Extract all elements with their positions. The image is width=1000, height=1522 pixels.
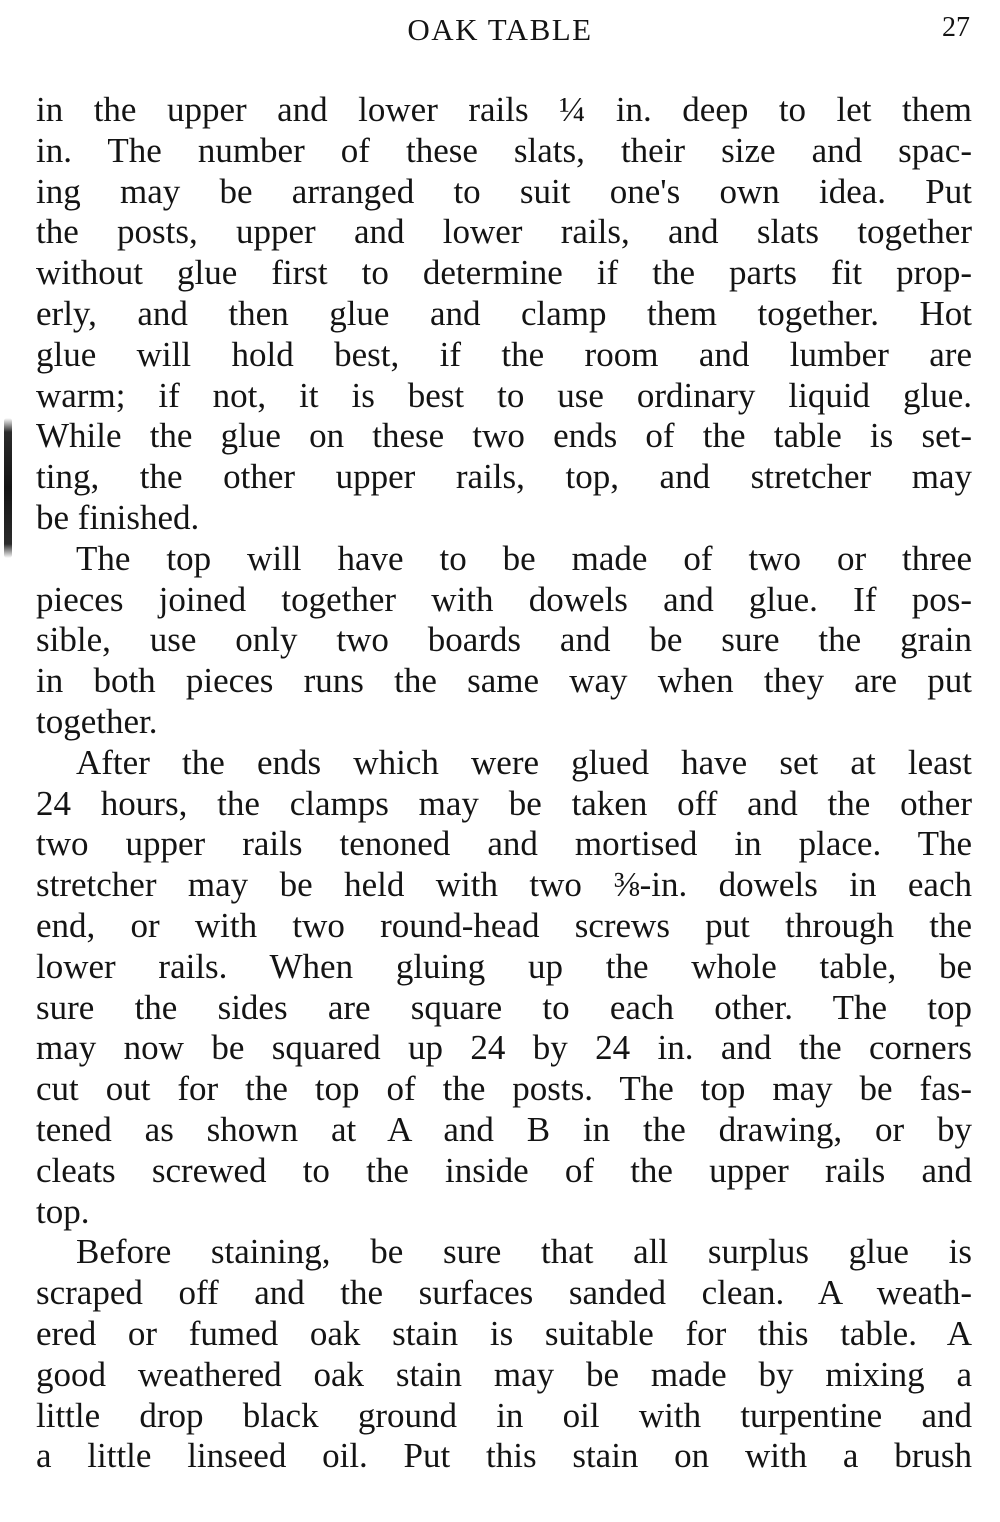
text-line: a little linseed oil. Put this stain on with a brush (36, 1436, 972, 1476)
text-line: tened as shown at A and B in the drawing, or by (36, 1109, 972, 1149)
text-line: two upper rails tenoned and mortised in place. The (36, 824, 972, 864)
text-line: in both pieces runs the same way when they are put (36, 661, 972, 701)
text-line: without glue first to determine if the parts fit prop- (36, 253, 972, 293)
text-line: pieces joined together with dowels and glue. If pos- (36, 579, 972, 619)
body-text (36, 90, 972, 1477)
running-title: OAK TABLE (407, 12, 593, 47)
running-head (0, 10, 1000, 50)
text-line: ered or fumed oak stain is suitable for this table. A (36, 1313, 972, 1353)
text-line: scraped off and the surfaces sanded clean. A weath- (36, 1273, 972, 1313)
text-line: in the upper and lower rails ¼ in. deep to let them (36, 90, 972, 129)
paragraph-last-line: be finished. (36, 497, 200, 537)
text-line: in. The number of these slats, their size and spac- (36, 130, 972, 170)
paragraph-last-line: together. (36, 701, 158, 741)
text-line: sure the sides are square to each other. The top (36, 987, 972, 1027)
text-line: sible, use only two boards and be sure the grain (36, 620, 972, 660)
text-line: While the glue on these two ends of the table is set- (36, 416, 972, 456)
paragraph-last-line: top. (36, 1191, 90, 1231)
text-line: end, or with two round-head screws put through the (36, 905, 972, 945)
text-line: cut out for the top of the posts. The top may be fas- (36, 1069, 972, 1109)
text-line: warm; if not, it is best to use ordinary liquid glue. (36, 375, 972, 415)
text-line: may now be squared up 24 by 24 in. and the corners (36, 1028, 972, 1068)
text-line: ting, the other upper rails, top, and stretcher may (36, 457, 972, 497)
text-line: lower rails. When gluing up the whole table, be (36, 946, 972, 986)
text-line: the posts, upper and lower rails, and slats together (36, 212, 972, 252)
margin-ink-mark (4, 418, 12, 558)
page-number: 27 (942, 12, 970, 43)
text-line: stretcher may be held with two ⅜-in. dowels in each (36, 865, 972, 905)
text-line: 24 hours, the clamps may be taken off and the other (36, 783, 972, 823)
text-line: cleats screwed to the inside of the upper rails and (36, 1150, 972, 1190)
text-line: ing may be arranged to suit one's own idea. Put (36, 171, 972, 211)
paragraph-first-line: The top will have to be made of two or three (76, 538, 972, 578)
text-line: good weathered oak stain may be made by mixing a (36, 1354, 972, 1394)
text-line: erly, and then glue and clamp them together. Hot (36, 293, 972, 333)
text-line: little drop black ground in oil with turpentine and (36, 1395, 972, 1435)
paragraph-first-line: After the ends which were glued have set at least (76, 742, 972, 782)
paragraph-first-line: Before staining, be sure that all surplus glue is (76, 1232, 972, 1272)
text-line: glue will hold best, if the room and lumber are (36, 334, 972, 374)
